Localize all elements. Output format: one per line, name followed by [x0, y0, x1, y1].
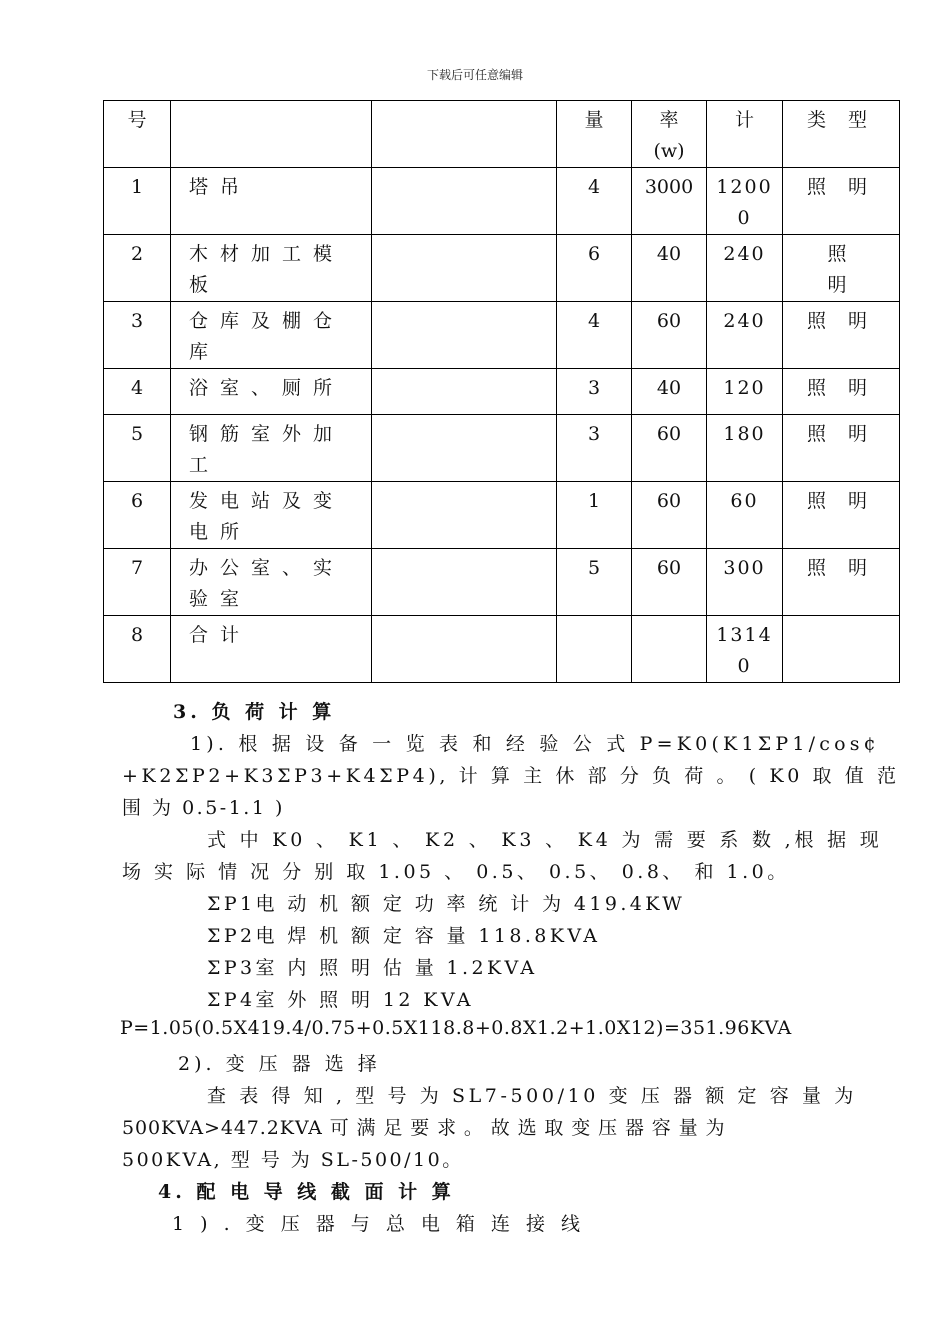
section3-para1-line3: 围 为 0.5-1.1 ): [122, 797, 285, 819]
section3-para1-line2: +K2ΣP2+K3ΣP3+K4ΣP4), 计 算 主 休 部 分 负 荷 。 ( K0 取 值 范: [122, 765, 900, 787]
row-quantity-cell: [557, 616, 632, 683]
row-blank-cell: [372, 549, 557, 616]
row-power-cell: 40: [632, 235, 707, 302]
row-name-cell: 浴室、厕所: [171, 369, 372, 415]
table-header-cell: 率 (w): [632, 101, 707, 168]
row-number-cell: 6: [104, 482, 171, 549]
row-number-cell: 8: [104, 616, 171, 683]
section3-title: 3. 负 荷 计 算: [173, 701, 336, 723]
row-total-cell: 1314 0: [707, 616, 783, 683]
table-header-cell: 量: [557, 101, 632, 168]
row-power-cell: 60: [632, 302, 707, 369]
row-quantity-cell: 4: [557, 302, 632, 369]
row-number-cell: 5: [104, 415, 171, 482]
table-header-row: [104, 101, 900, 168]
table-row: [104, 616, 900, 683]
row-total-cell: 60: [707, 482, 783, 549]
row-power-cell: 40: [632, 369, 707, 415]
row-number-cell: 3: [104, 302, 171, 369]
table-header-cell: 号: [104, 101, 171, 168]
row-number-cell: 4: [104, 369, 171, 415]
section3-para2-line1: 式 中 K0 、 K1 、 K2 、 K3 、 K4 为 需 要 系 数 ,根 据 现: [207, 829, 883, 851]
row-quantity-cell: 3: [557, 415, 632, 482]
row-number-cell: 1: [104, 168, 171, 235]
row-blank-cell: [372, 369, 557, 415]
section4-sub1: 1 ) . 变 压 器 与 总 电 箱 连 接 线: [172, 1213, 586, 1235]
row-quantity-cell: 6: [557, 235, 632, 302]
row-name-cell: 木材加工模板: [171, 235, 372, 302]
row-power-cell: 60: [632, 482, 707, 549]
row-quantity-cell: 4: [557, 168, 632, 235]
row-blank-cell: [372, 482, 557, 549]
table-header-cell: 计: [707, 101, 783, 168]
row-type-cell: [783, 616, 900, 683]
sum-p1-line: ΣP1电 动 机 额 定 功 率 统 计 为 419.4KW: [207, 893, 686, 915]
table-row: [104, 235, 900, 302]
row-type-cell: 照 明: [783, 235, 900, 302]
row-number-cell: 2: [104, 235, 171, 302]
table-row: [104, 482, 900, 549]
section3-para3-line3: 500KVA, 型 号 为 SL-500/10。: [122, 1149, 464, 1171]
row-blank-cell: [372, 168, 557, 235]
row-power-cell: 60: [632, 549, 707, 616]
row-type-cell: 照 明: [783, 369, 900, 415]
section3-para2-line2: 场 实 际 情 况 分 别 取 1.05 、 0.5、 0.5、 0.8、 和 1.0。: [122, 861, 790, 883]
row-type-cell: 照 明: [783, 415, 900, 482]
table-row: [104, 168, 900, 235]
row-total-cell: 240: [707, 235, 783, 302]
transformer-selection-heading: 2). 变 压 器 选 择: [178, 1053, 381, 1075]
row-number-cell: 7: [104, 549, 171, 616]
table-row: [104, 549, 900, 616]
table-row: [104, 369, 900, 415]
row-power-cell: 60: [632, 415, 707, 482]
row-quantity-cell: 5: [557, 549, 632, 616]
table-header-cell: 类 型: [783, 101, 900, 168]
row-type-cell: 照 明: [783, 549, 900, 616]
row-power-cell: 3000: [632, 168, 707, 235]
row-quantity-cell: 3: [557, 369, 632, 415]
row-total-cell: 120: [707, 369, 783, 415]
section3-para1-line1: 1). 根 据 设 备 一 览 表 和 经 验 公 式 P=K0(K1ΣP1/cos¢: [190, 733, 880, 755]
row-name-cell: 发电站及变电所: [171, 482, 372, 549]
page-header-note: 下载后可任意编辑: [426, 68, 523, 82]
row-name-cell: 塔吊: [171, 168, 372, 235]
row-type-cell: 照 明: [783, 482, 900, 549]
row-name-cell: 仓库及棚仓库: [171, 302, 372, 369]
row-name-cell: 办公室、实验室: [171, 549, 372, 616]
table-row: [104, 302, 900, 369]
row-blank-cell: [372, 616, 557, 683]
sum-p3-line: ΣP3室 内 照 明 估 量 1.2KVA: [207, 957, 538, 979]
sum-p4-line: ΣP4室 外 照 明 12 KVA: [207, 989, 474, 1011]
row-total-cell: 240: [707, 302, 783, 369]
section4-title: 4. 配 电 导 线 截 面 计 算: [158, 1181, 455, 1203]
row-type-cell: 照 明: [783, 302, 900, 369]
sum-p2-line: ΣP2电 焊 机 额 定 容 量 118.8KVA: [207, 925, 601, 947]
row-type-cell: 照 明: [783, 168, 900, 235]
row-total-cell: 300: [707, 549, 783, 616]
row-name-cell: 钢筋室外加工: [171, 415, 372, 482]
lighting-load-table: [103, 100, 900, 683]
row-power-cell: [632, 616, 707, 683]
table-header-cell: [171, 101, 372, 168]
section3-para3-line2: 500KVA>447.2KVA 可 满 足 要 求 。 故 选 取 变 压 器 容 量 为: [122, 1117, 726, 1139]
row-blank-cell: [372, 302, 557, 369]
row-name-cell: 合计: [171, 616, 372, 683]
row-blank-cell: [372, 415, 557, 482]
row-total-cell: 180: [707, 415, 783, 482]
row-total-cell: 1200 0: [707, 168, 783, 235]
row-quantity-cell: 1: [557, 482, 632, 549]
table-row: [104, 415, 900, 482]
section3-para3-line1: 查 表 得 知 , 型 号 为 SL7-500/10 变 压 器 额 定 容 量 为: [207, 1085, 857, 1107]
table-header-cell: [372, 101, 557, 168]
row-blank-cell: [372, 235, 557, 302]
load-formula: P=1.05(0.5X419.4/0.75+0.5X118.8+0.8X1.2+1.0X12)=351.96KVA: [120, 1017, 792, 1039]
